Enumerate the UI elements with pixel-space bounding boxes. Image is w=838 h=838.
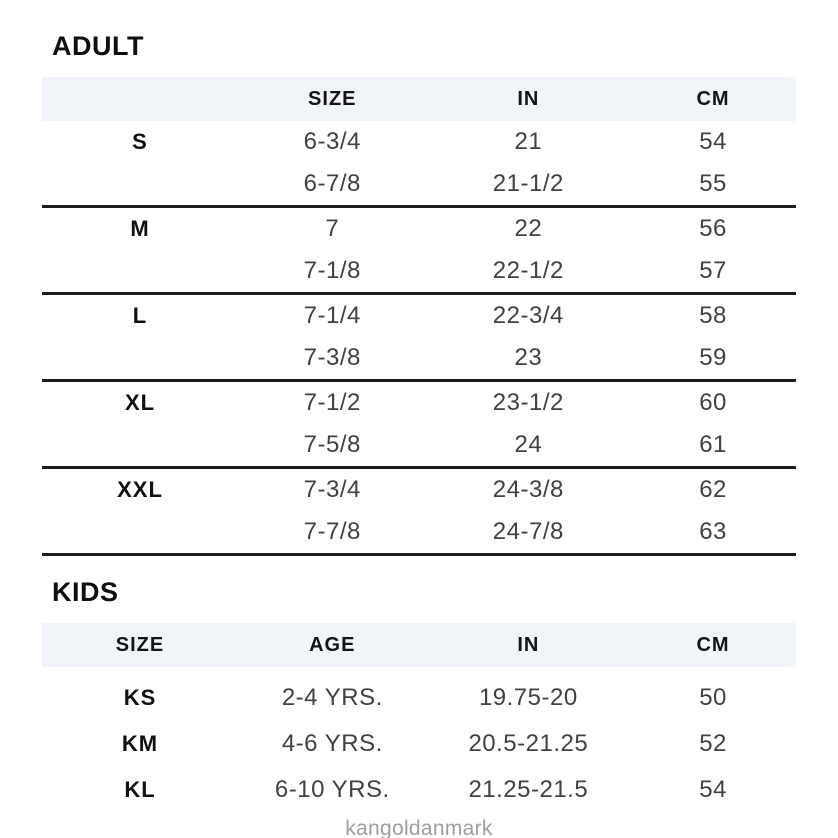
cm-cell: 61 <box>699 431 727 458</box>
in-cell: 21-1/2 <box>492 170 564 197</box>
cm-cell: 52 <box>699 730 727 757</box>
adult-section <box>42 0 796 556</box>
table-row <box>42 469 796 511</box>
age-cell: 4-6 YRS. <box>281 730 383 757</box>
adult-col-in: IN <box>517 87 540 110</box>
size-label: KM <box>121 731 159 756</box>
table-row <box>42 250 796 292</box>
table-row <box>42 337 796 379</box>
kids-table-body <box>42 667 796 813</box>
size-label: M <box>130 216 150 241</box>
in-cell: 22 <box>514 215 543 242</box>
adult-col-size: SIZE <box>308 87 357 110</box>
size-cell: 7-5/8 <box>303 431 361 458</box>
table-row <box>42 121 796 163</box>
cm-cell: 59 <box>699 344 727 371</box>
in-cell: 22-1/2 <box>492 257 564 284</box>
kids-section <box>42 556 796 813</box>
in-cell: 20.5-21.25 <box>468 730 589 757</box>
in-cell: 23 <box>514 344 543 371</box>
in-cell: 24-7/8 <box>492 518 564 545</box>
size-cell: 6-7/8 <box>303 170 361 197</box>
table-row <box>42 295 796 337</box>
adult-table-header-row <box>42 77 796 121</box>
cm-cell: 56 <box>699 215 727 242</box>
table-row <box>42 382 796 424</box>
size-cell: 7-3/8 <box>303 344 361 371</box>
adult-heading: ADULT <box>52 31 144 61</box>
cm-cell: 63 <box>699 518 727 545</box>
adult-group-s <box>42 121 796 208</box>
adult-group-xl <box>42 382 796 469</box>
adult-group-l <box>42 295 796 382</box>
in-cell: 21.25-21.5 <box>468 776 589 803</box>
size-label: S <box>132 129 148 154</box>
in-cell: 22-3/4 <box>492 302 564 329</box>
in-cell: 19.75-20 <box>478 684 578 711</box>
size-cell: 7-7/8 <box>303 518 361 545</box>
cm-cell: 50 <box>699 684 727 711</box>
cm-cell: 58 <box>699 302 727 329</box>
table-row <box>42 721 796 767</box>
cm-cell: 54 <box>699 128 727 155</box>
size-label: KS <box>123 685 157 710</box>
adult-col-cm: CM <box>696 87 730 110</box>
size-cell: 7-1/8 <box>303 257 361 284</box>
kids-table <box>42 623 796 813</box>
size-label: L <box>132 303 148 328</box>
cm-cell: 62 <box>699 476 727 503</box>
in-cell: 21 <box>514 128 543 155</box>
size-cell: 7 <box>325 215 340 242</box>
adult-group-xxl <box>42 469 796 556</box>
cm-cell: 60 <box>699 389 727 416</box>
size-cell: 7-1/4 <box>303 302 361 329</box>
adult-group-m <box>42 208 796 295</box>
table-row <box>42 511 796 553</box>
kids-table-header-row <box>42 623 796 667</box>
age-cell: 6-10 YRS. <box>274 776 390 803</box>
in-cell: 24 <box>514 431 543 458</box>
size-cell: 7-1/2 <box>303 389 361 416</box>
table-row <box>42 208 796 250</box>
table-row <box>42 675 796 721</box>
in-cell: 23-1/2 <box>492 389 564 416</box>
size-cell: 6-3/4 <box>303 128 361 155</box>
cm-cell: 57 <box>699 257 727 284</box>
adult-table <box>42 77 796 556</box>
table-row <box>42 767 796 813</box>
kids-col-age: AGE <box>309 633 356 656</box>
size-label: XL <box>124 390 156 415</box>
table-row <box>42 163 796 205</box>
size-cell: 7-3/4 <box>303 476 361 503</box>
kids-col-in: IN <box>517 633 540 656</box>
cm-cell: 54 <box>699 776 727 803</box>
table-row <box>42 424 796 466</box>
in-cell: 24-3/8 <box>492 476 564 503</box>
kids-col-cm: CM <box>696 633 730 656</box>
cm-cell: 55 <box>699 170 727 197</box>
kids-col-size: SIZE <box>115 633 165 656</box>
size-label: KL <box>124 777 156 802</box>
watermark-text: kangoldanmark <box>345 817 493 838</box>
kids-heading: KIDS <box>52 577 119 607</box>
age-cell: 2-4 YRS. <box>281 684 383 711</box>
size-label: XXL <box>117 477 163 502</box>
